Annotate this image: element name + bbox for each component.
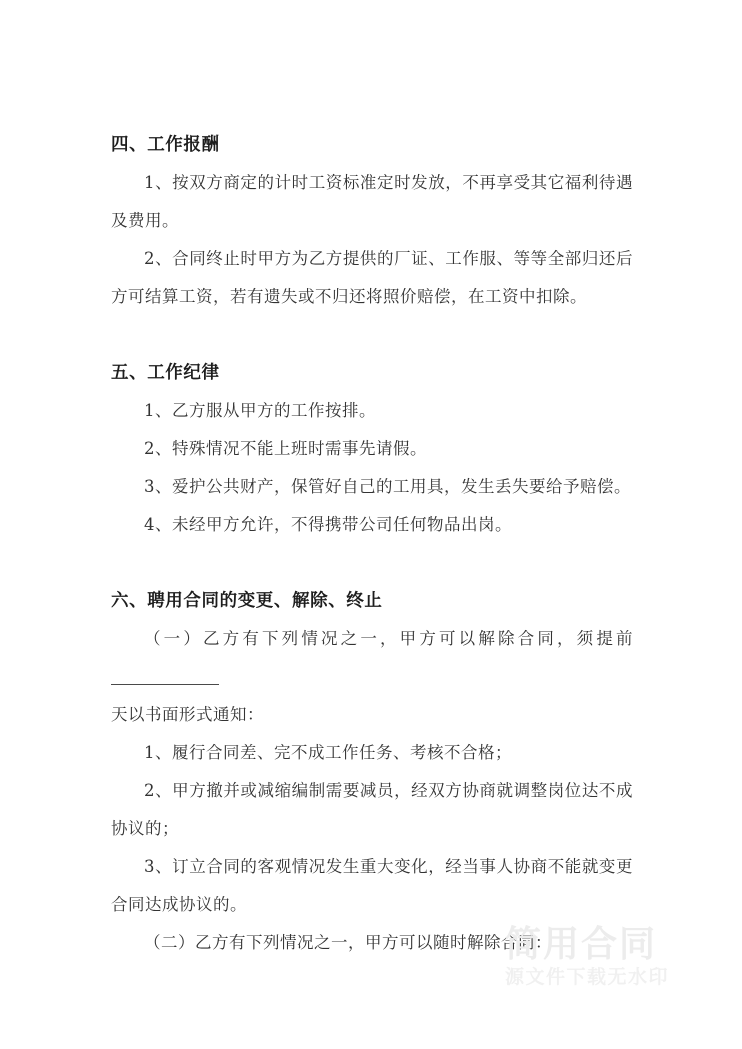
section-five-item-1: 1、乙方服从甲方的工作按排。	[144, 401, 376, 420]
section-five-item-3: 3、爱护公共财产，保管好自己的工用具，发生丢失要给予赔偿。	[144, 477, 631, 496]
document-content	[111, 126, 633, 962]
section-five-item-4: 4、未经甲方允许，不得携带公司任何物品出岗。	[144, 515, 512, 534]
section-five-heading: 五、工作纪律	[111, 363, 220, 383]
section-six-heading: 六、聘用合同的变更、解除、终止	[111, 591, 383, 611]
section-six-item-1: 1、履行合同差、完不成工作任务、考核不合格；	[144, 743, 512, 762]
section-six-clause-two: （二）乙方有下列情况之一，甲方可以随时解除合同：	[144, 933, 552, 952]
section-six-clause-one	[111, 620, 633, 696]
section-six-clause-one-cont: 天以书面形式通知：	[111, 705, 264, 724]
section-five	[111, 354, 633, 544]
section-four-heading: 四、工作报酬	[111, 135, 220, 155]
section-four-item-2: 2、合同终止时甲方为乙方提供的厂证、工作服、等等全部归还后方可结算工资，若有遗失或不归还将照价赔偿，在工资中扣除。	[111, 249, 633, 306]
section-four	[111, 126, 633, 316]
section-gap	[111, 316, 633, 354]
watermark-main-text: 简用合同	[505, 924, 658, 965]
section-four-item-1: 1、按双方商定的计时工资标准定时发放，不再享受其它福利待遇及费用。	[111, 173, 633, 230]
section-gap	[111, 544, 633, 582]
watermark-sub-text: 源文件下载无水印	[505, 966, 670, 988]
notice-days-blank-field[interactable]	[111, 684, 219, 685]
section-five-item-2: 2、特殊情况不能上班时需事先请假。	[144, 439, 427, 458]
section-six	[111, 582, 633, 962]
section-six-item-2: 2、甲方撤并或减缩编制需要减员，经双方协商就调整岗位达不成协议的；	[111, 781, 633, 838]
section-six-item-3: 3、订立合同的客观情况发生重大变化，经当事人协商不能就变更合同达成协议的。	[111, 857, 633, 914]
section-six-clause-one-text: （一）乙方有下列情况之一，甲方可以解除合同，须提前	[144, 629, 633, 648]
